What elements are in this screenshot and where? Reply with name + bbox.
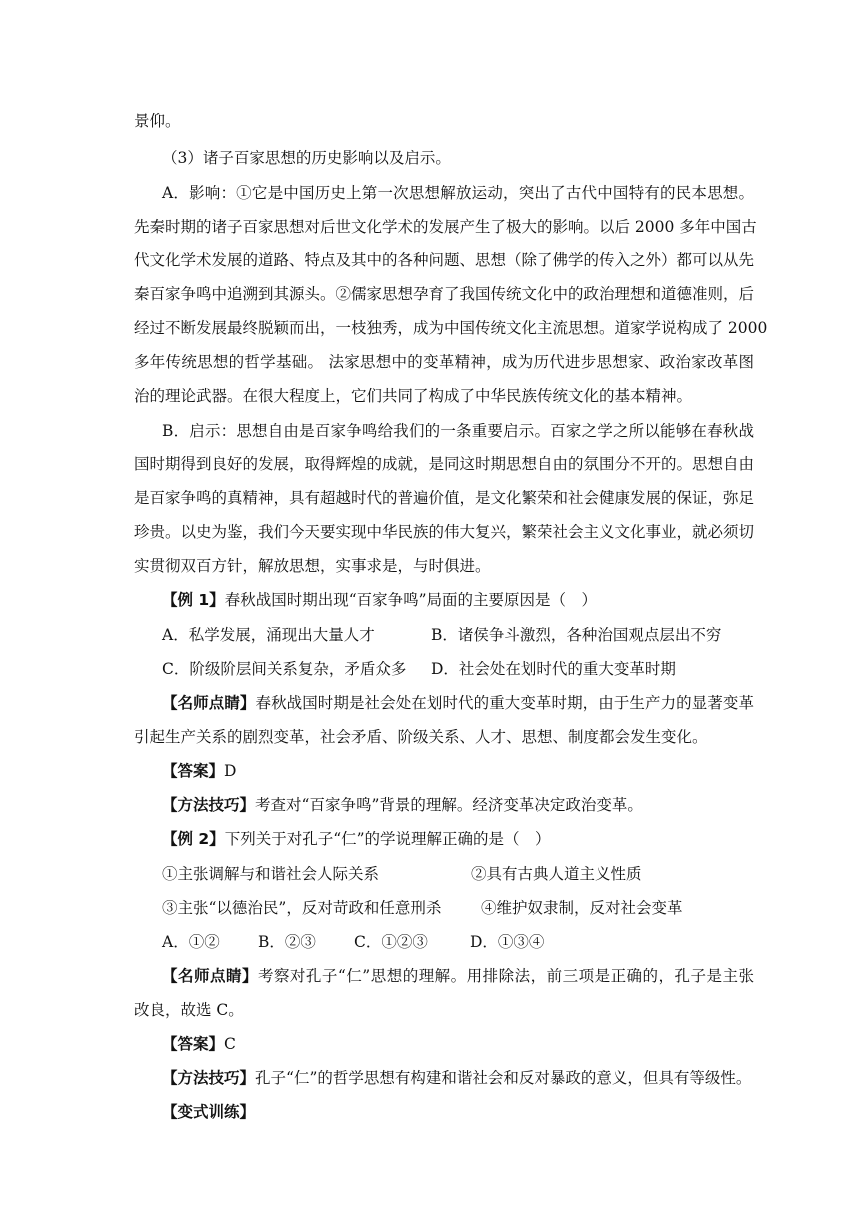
paragraph-line: 经过不断发展最终脱颖而出，一枝独秀，成为中国传统文化主流思想。道家学说构成了 2000: [134, 319, 768, 337]
paragraph-line: 多年传统思想的哲学基础。 法家思想中的变革精神，成为历代进步思想家、政治家改革图: [134, 353, 754, 371]
teacher-comment-cont: 引起生产关系的剧烈变革，社会矛盾、阶级关系、人才、思想、制度都会发生变化。: [134, 728, 708, 746]
example-2-question: 【例 2】下列关于对孔子“仁”的学说理解正确的是（ ）: [162, 830, 551, 848]
option-b: B．②③: [258, 933, 316, 951]
example-1-question: 【例 1】春秋战国时期出现“百家争鸣”局面的主要原因是（ ）: [162, 591, 598, 609]
paragraph-line: A．影响：①它是中国历史上第一次思想解放运动，突出了古代中国特有的民本思想。: [162, 184, 754, 202]
teacher-comment: 【名师点睛】春秋战国时期是社会处在划时代的重大变革时期，由于生产力的显著变革: [162, 694, 754, 712]
method-tip: 【方法技巧】孔子“仁”的哲学思想有构建和谐社会和反对暴政的意义，但具有等级性。: [162, 1069, 752, 1087]
statement-2: ②具有古典人道主义性质: [471, 865, 642, 883]
statement-3: ③主张“以德治民”，反对苛政和任意刑杀: [162, 899, 442, 917]
paragraph-line: 治的理论武器。在很大程度上，它们共同了构成了中华民族传统文化的基本精神。: [134, 387, 693, 405]
option-b: B．诸侯争斗激烈，各种治国观点层出不穷: [431, 626, 722, 644]
section-heading: （3）诸子百家思想的历史影响以及启示。: [162, 149, 451, 167]
paragraph-line: 景仰。: [134, 112, 181, 130]
answer-line: 【答案】C: [162, 1035, 236, 1053]
method-tip: 【方法技巧】考查对“百家争鸣”背景的理解。经济变革决定政治变革。: [162, 796, 643, 814]
paragraph-line: 代文化学术发展的道路、特点及其中的各种问题、思想（除了佛学的传入之外）都可以从先: [134, 251, 755, 269]
option-d: D．①③④: [470, 933, 545, 951]
paragraph-line: 先秦时期的诸子百家思想对后世文化学术的发展产生了极大的影响。以后 2000 多年中国古: [134, 218, 757, 236]
paragraph-line: B．启示：思想自由是百家争鸣给我们的一条重要启示。百家之学之所以能够在春秋战: [162, 422, 754, 440]
option-a: A．①②: [162, 933, 220, 951]
option-d: D．社会处在划时代的重大变革时期: [431, 660, 676, 678]
option-c: C．①②③: [354, 933, 428, 951]
teacher-comment: 【名师点睛】考察对孔子“仁”思想的理解。用排除法，前三项是正确的，孔子是主张: [162, 967, 754, 985]
statement-4: ④维护奴隶制，反对社会变革: [481, 899, 683, 917]
paragraph-line: 是百家争鸣的真精神，具有超越时代的普遍价值，是文化繁荣和社会健康发展的保证，弥足: [134, 489, 755, 507]
example-label: 【例 1】: [162, 591, 225, 609]
practice-heading: 【变式训练】: [162, 1103, 256, 1121]
paragraph-line: 实贯彻双百方针，解放思想，实事求是，与时俱进。: [134, 557, 491, 575]
option-a: A．私学发展，涌现出大量人才: [162, 626, 375, 644]
paragraph-line: 秦百家争鸣中追溯到其源头。②儒家思想孕育了我国传统文化中的政治理想和道德准则，后: [134, 285, 755, 303]
paragraph-line: 国时期得到良好的发展，取得辉煌的成就，是同这时期思想自由的氛围分不开的。思想自由: [134, 455, 755, 473]
option-c: C．阶级阶层间关系复杂，矛盾众多: [162, 660, 407, 678]
paragraph-line: 珍贵。以史为鉴，我们今天要实现中华民族的伟大复兴，繁荣社会主义文化事业，就必须切: [134, 523, 755, 541]
example-label: 【例 2】: [162, 830, 225, 848]
statement-1: ①主张调解与和谐社会人际关系: [162, 865, 380, 883]
teacher-comment-cont: 改良，故选 C。: [134, 1001, 244, 1019]
answer-line: 【答案】D: [162, 762, 237, 780]
